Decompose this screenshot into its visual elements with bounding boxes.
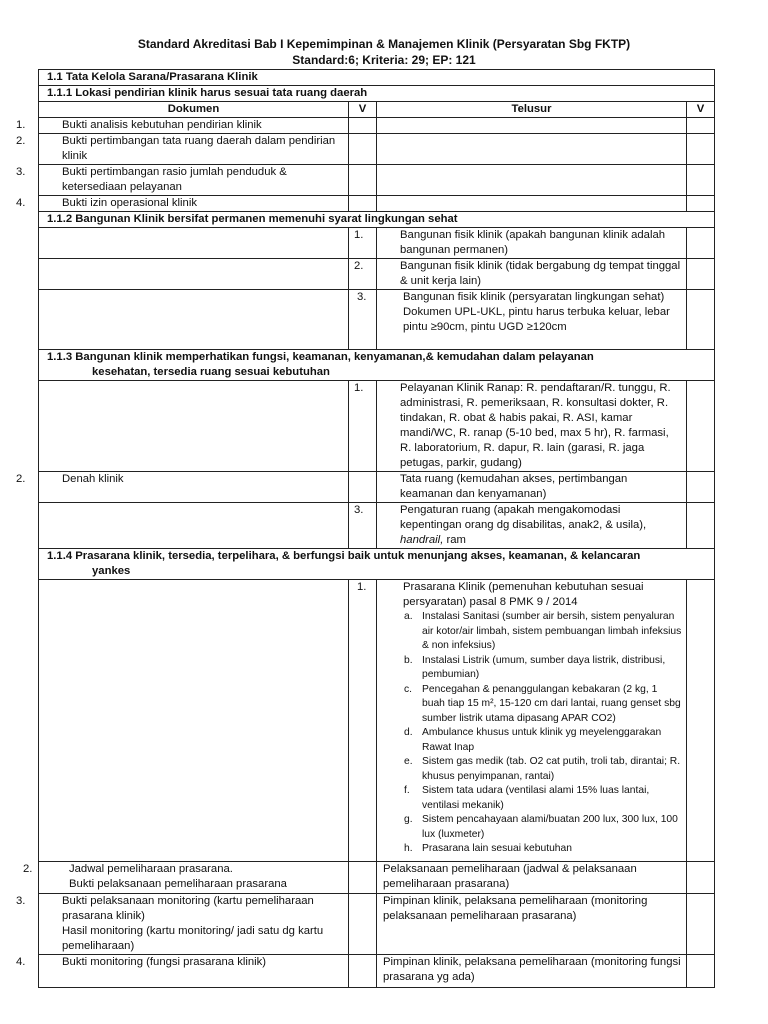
- check-cell[interactable]: [687, 580, 715, 862]
- table-row: [39, 955, 715, 988]
- header-dokumen: Dokumen: [39, 102, 349, 118]
- section-1-1-3: 1.1.3 Bangunan klinik memperhatikan fungsi, keamanan, kenyamanan,& kemudahan dalam pelayanan kesehatan, tersedia ruang sesuai kebutuhan: [39, 350, 715, 381]
- table-row: [39, 165, 715, 196]
- header-telusur: Telusur: [377, 102, 687, 118]
- document-title: Standard Akreditasi Bab I Kepemimpinan & Manajemen Klinik (Persyaratan Sbg FKTP): [137, 37, 631, 51]
- check-cell[interactable]: [349, 894, 377, 955]
- dokumen-text: Bukti monitoring (fungsi prasarana klinik): [62, 956, 267, 968]
- check-cell[interactable]: [349, 118, 377, 134]
- check-cell[interactable]: [687, 165, 715, 196]
- item-number: 3.: [357, 291, 367, 303]
- telusur-text: ram: [443, 534, 466, 546]
- sub-item: f. Sistem tata udara (ventilasi alami 15% luas lantai, ventilasi mekanik): [404, 785, 650, 811]
- dokumen-text: Bukti pelaksanaan pemeliharaan prasarana: [69, 878, 287, 890]
- section-1-1: 1.1 Tata Kelola Sarana/Prasarana Klinik: [39, 70, 715, 86]
- check-cell[interactable]: [349, 580, 377, 862]
- sub-item: e. Sistem gas medik (tab. O2 cat putih, troli tab, dirantai; R. khusus penyimpanan, rantai): [404, 756, 681, 782]
- item-number: 1.: [16, 119, 26, 131]
- item-number: 2.: [354, 260, 364, 272]
- item-number: 2.: [16, 473, 26, 485]
- dokumen-text: Denah klinik: [62, 473, 124, 485]
- item-number: 4.: [16, 197, 26, 209]
- telusur-italic-text: handrail,: [400, 534, 444, 546]
- table-row: [39, 134, 715, 165]
- check-cell[interactable]: [687, 381, 715, 472]
- check-cell[interactable]: [687, 290, 715, 350]
- check-cell[interactable]: [349, 196, 377, 212]
- table-row: [39, 503, 715, 549]
- table-row: [39, 472, 715, 503]
- table-row: [39, 228, 715, 259]
- check-cell[interactable]: [687, 196, 715, 212]
- check-cell[interactable]: [687, 955, 715, 988]
- section-1-1-1: 1.1.1 Lokasi pendirian klinik harus sesuai tata ruang daerah: [39, 86, 715, 102]
- telusur-text: Bangunan fisik klinik (persyaratan lingkungan sehat): [403, 291, 665, 303]
- item-number: 4.: [16, 956, 26, 968]
- check-cell[interactable]: [687, 862, 715, 894]
- item-number: 3.: [16, 166, 26, 178]
- table-row: [39, 580, 715, 862]
- item-number: 2.: [16, 135, 26, 147]
- sub-item: d. Ambulance khusus untuk klinik yg meyelenggarakan Rawat Inap: [404, 727, 662, 753]
- sub-item: h. Prasarana lain sesuai kebutuhan: [404, 843, 572, 854]
- check-cell[interactable]: [349, 165, 377, 196]
- telusur-text: Tata ruang (kemudahan akses, pertimbangan keamanan dan kenyamanan): [377, 472, 687, 503]
- table-row: [39, 381, 715, 472]
- check-cell[interactable]: [349, 472, 377, 503]
- telusur-text: Pimpinan klinik, pelaksana pemeliharaan (monitoring pelaksanaan pemeliharaan prasarana): [377, 894, 687, 955]
- dokumen-text: Bukti pertimbangan tata ruang daerah dalam pendirian klinik: [62, 135, 336, 162]
- dokumen-text: Hasil monitoring (kartu monitoring/ jadi satu dg kartu pemeliharaan): [62, 925, 324, 952]
- accreditation-table: [16, 69, 715, 988]
- check-cell[interactable]: [349, 955, 377, 988]
- check-cell[interactable]: [687, 894, 715, 955]
- item-number: 1.: [354, 229, 364, 241]
- table-row: [39, 894, 715, 955]
- telusur-text: Pelaksanaan pemeliharaan (jadwal & pelaksanaan pemeliharaan prasarana): [377, 862, 687, 894]
- dokumen-text: Bukti izin operasional klinik: [62, 197, 198, 209]
- table-row: [39, 259, 715, 290]
- telusur-text: Pelayanan Klinik Ranap: R. pendaftaran/R. tunggu, R. administrasi, R. pemeriksaan, R. konsultasi dokter, R. tindakan, R. obat & habis pakai, R. ASI, kamar mandi/WC, R. ranap (5-10 bed, max 5 hr), R. farmasi, R. laboratorium, R. dapur, R. lain (garasi, R. jaga petugas, parkir, gudang): [400, 382, 671, 469]
- table-row: [39, 862, 715, 894]
- table-row: [39, 118, 715, 134]
- check-cell[interactable]: [349, 862, 377, 894]
- item-number: 1.: [357, 581, 367, 593]
- check-cell[interactable]: [687, 503, 715, 549]
- item-number: 3.: [354, 504, 364, 516]
- item-number: 3.: [16, 895, 26, 907]
- check-cell[interactable]: [687, 228, 715, 259]
- sub-item: g. Sistem pencahayaan alami/buatan 200 lux, 300 lux, 100 lux (luxmeter): [404, 814, 678, 840]
- table-row: [39, 290, 715, 350]
- table-row: [39, 196, 715, 212]
- dokumen-text: Bukti pertimbangan rasio jumlah penduduk & ketersediaan pelayanan: [62, 166, 287, 193]
- check-cell[interactable]: [687, 134, 715, 165]
- sub-item: c. Pencegahan & penanggulangan kebakaran (2 kg, 1 buah tiap 15 m², 15-120 cm dari lantai, ruang genset sbg sumber listrik utama dipasang APAR CO2): [404, 683, 681, 724]
- check-cell[interactable]: [687, 118, 715, 134]
- section-1-1-2: 1.1.2 Bangunan Klinik bersifat permanen memenuhi syarat lingkungan sehat: [39, 212, 715, 228]
- document-subtitle: Standard:6; Kriteria: 29; EP: 121: [292, 53, 476, 67]
- sub-item: a. Instalasi Sanitasi (sumber air bersih, sistem penyaluran air kotor/air limbah, sistem pembuangan limbah infeksius & non infeksius): [404, 611, 682, 651]
- telusur-text: Pimpinan klinik, pelaksana pemeliharaan (monitoring fungsi prasarana yg ada): [377, 955, 687, 988]
- telusur-extra-text: Dokumen UPL-UKL, pintu harus terbuka keluar, lebar pintu ≥90cm, pintu UGD ≥120cm: [403, 306, 670, 333]
- check-cell[interactable]: [687, 259, 715, 290]
- telusur-text: Bangunan fisik klinik (tidak bergabung dg tempat tinggal & unit kerja lain): [400, 260, 681, 287]
- dokumen-text: Bukti analisis kebutuhan pendirian klinik: [62, 119, 262, 131]
- item-number: 2.: [23, 863, 33, 875]
- header-check: V: [349, 102, 377, 118]
- telusur-text: Pengaturan ruang (apakah mengakomodasi kepentingan orang dg disabilitas, anak2, & usila),: [400, 504, 647, 531]
- item-number: 1.: [354, 382, 364, 394]
- telusur-text: Bangunan fisik klinik (apakah bangunan klinik adalah bangunan permanen): [400, 229, 666, 256]
- section-1-1-4: 1.1.4 Prasarana klinik, tersedia, terpelihara, & berfungsi baik untuk menunjang akses, keamanan, & kelancaran yankes: [39, 549, 715, 580]
- dokumen-text: Jadwal pemeliharaan prasarana.: [69, 863, 233, 875]
- check-cell[interactable]: [349, 134, 377, 165]
- dokumen-text: Bukti pelaksanaan monitoring (kartu pemeliharaan prasarana klinik): [62, 895, 314, 922]
- header-check: V: [687, 102, 715, 118]
- sub-item: b. Instalasi Listrik (umum, sumber daya listrik, distribusi, pembumian): [404, 654, 666, 680]
- check-cell[interactable]: [687, 472, 715, 503]
- telusur-text: Prasarana Klinik (pemenuhan kebutuhan sesuai persyaratan) pasal 8 PMK 9 / 2014: [403, 581, 644, 608]
